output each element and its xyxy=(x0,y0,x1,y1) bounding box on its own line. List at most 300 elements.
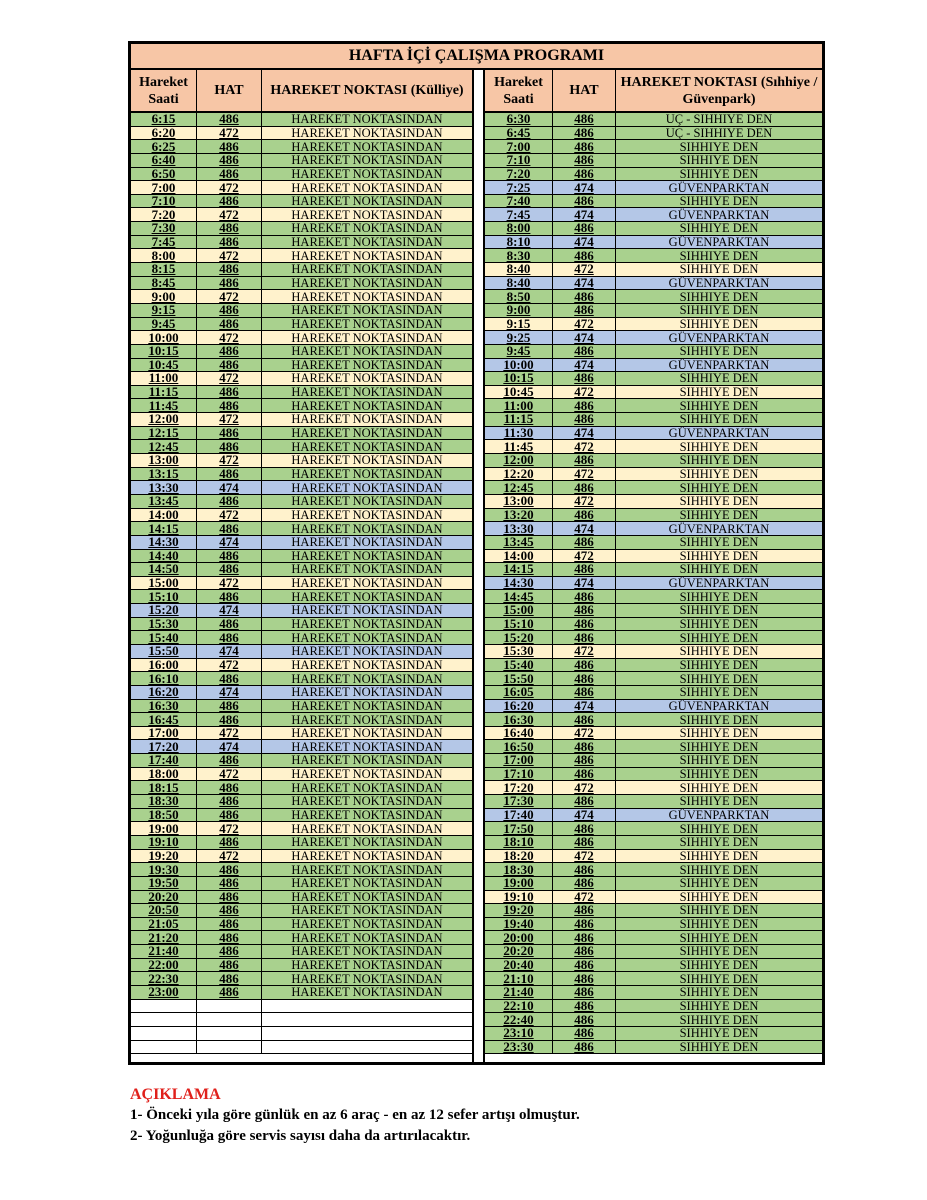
route-cell: 486 xyxy=(553,945,616,958)
departure-point-cell: HAREKET NOKTASINDAN xyxy=(262,304,472,317)
right-header-time: Hareket Saati xyxy=(485,70,553,111)
table-row xyxy=(131,386,472,400)
departure-point-cell: HAREKET NOKTASINDAN xyxy=(262,154,472,167)
departure-point-cell: HAREKET NOKTASINDAN xyxy=(262,236,472,249)
table-row xyxy=(485,468,822,482)
table-row xyxy=(485,413,822,427)
right-panel-sihhiye xyxy=(485,70,822,1062)
route-cell: 472 xyxy=(553,781,616,794)
table-row xyxy=(485,836,822,850)
table-row xyxy=(131,263,472,277)
departure-point-cell: SIHHIYE DEN xyxy=(616,318,822,331)
time-cell: 11:00 xyxy=(485,399,553,412)
time-cell: 15:00 xyxy=(485,604,553,617)
route-cell: 472 xyxy=(553,727,616,740)
time-cell: 8:50 xyxy=(485,290,553,303)
departure-point-cell: HAREKET NOKTASINDAN xyxy=(262,713,472,726)
table-row xyxy=(131,413,472,427)
departure-point-cell: SIHHIYE DEN xyxy=(616,686,822,699)
route-cell: 472 xyxy=(197,372,262,385)
left-panel-kulliye xyxy=(131,70,472,1062)
departure-point-cell: HAREKET NOKTASINDAN xyxy=(262,440,472,453)
time-cell: 16:45 xyxy=(131,713,197,726)
table-row xyxy=(131,809,472,823)
departure-point-cell: HAREKET NOKTASINDAN xyxy=(262,891,472,904)
time-cell: 20:20 xyxy=(485,945,553,958)
departure-point-cell: SIHHIYE DEN xyxy=(616,263,822,276)
notes-heading: AÇIKLAMA xyxy=(130,1086,221,1103)
route-cell: 486 xyxy=(197,168,262,181)
departure-point-cell: SIHHIYE DEN xyxy=(616,1013,822,1026)
table-row xyxy=(485,304,822,318)
departure-point-cell: HAREKET NOKTASINDAN xyxy=(262,168,472,181)
right-header-row xyxy=(485,70,822,113)
route-cell: 486 xyxy=(197,277,262,290)
departure-point-cell: SIHHIYE DEN xyxy=(616,863,822,876)
departure-point-cell: HAREKET NOKTASINDAN xyxy=(262,768,472,781)
table-row xyxy=(485,590,822,604)
departure-point-cell: HAREKET NOKTASINDAN xyxy=(262,113,472,126)
route-cell: 486 xyxy=(553,195,616,208)
route-cell: 486 xyxy=(197,345,262,358)
route-cell: 486 xyxy=(197,154,262,167)
table-row xyxy=(485,618,822,632)
table-row xyxy=(131,468,472,482)
route-cell: 486 xyxy=(197,877,262,890)
time-cell: 17:20 xyxy=(485,781,553,794)
route-cell: 486 xyxy=(553,918,616,931)
time-cell: 15:00 xyxy=(131,577,197,590)
route-cell: 486 xyxy=(197,809,262,822)
table-row xyxy=(485,659,822,673)
time-cell: 6:45 xyxy=(485,127,553,140)
table-row xyxy=(485,495,822,509)
departure-point-cell: SIHHIYE DEN xyxy=(616,945,822,958)
table-row xyxy=(485,113,822,127)
route-cell: 486 xyxy=(553,509,616,522)
time-cell: 15:50 xyxy=(131,645,197,658)
time-cell: 20:40 xyxy=(485,959,553,972)
route-cell: 486 xyxy=(553,127,616,140)
departure-point-cell: SIHHIYE DEN xyxy=(616,509,822,522)
route-cell: 486 xyxy=(197,918,262,931)
table-row xyxy=(485,331,822,345)
time-cell: 15:50 xyxy=(485,672,553,685)
time-cell: 12:45 xyxy=(485,481,553,494)
route-cell: 486 xyxy=(553,413,616,426)
time-cell: 21:40 xyxy=(485,986,553,999)
time-cell: 13:30 xyxy=(131,481,197,494)
departure-point-cell: HAREKET NOKTASINDAN xyxy=(262,468,472,481)
time-cell: 7:45 xyxy=(485,208,553,221)
time-cell: 14:30 xyxy=(485,577,553,590)
table-row xyxy=(131,945,472,959)
departure-point-cell: SIHHIYE DEN xyxy=(616,850,822,863)
table-row xyxy=(131,918,472,932)
table-row xyxy=(485,577,822,591)
route-cell xyxy=(197,1041,262,1054)
table-row xyxy=(131,304,472,318)
departure-point-cell: SIHHIYE DEN xyxy=(616,1041,822,1054)
route-cell: 486 xyxy=(553,536,616,549)
route-cell: 486 xyxy=(553,1041,616,1054)
route-cell: 486 xyxy=(197,359,262,372)
route-cell: 486 xyxy=(197,959,262,972)
table-row xyxy=(485,1000,822,1014)
table-row xyxy=(131,904,472,918)
table-row xyxy=(131,891,472,905)
route-cell: 486 xyxy=(197,618,262,631)
table-row xyxy=(485,822,822,836)
departure-point-cell: HAREKET NOKTASINDAN xyxy=(262,904,472,917)
departure-point-cell: GÜVENPARKTAN xyxy=(616,809,822,822)
time-cell: 19:30 xyxy=(131,863,197,876)
table-row xyxy=(485,140,822,154)
table-row xyxy=(131,222,472,236)
route-cell: 486 xyxy=(197,522,262,535)
departure-point-cell: HAREKET NOKTASINDAN xyxy=(262,850,472,863)
route-cell: 472 xyxy=(197,127,262,140)
table-row xyxy=(131,863,472,877)
time-cell: 10:00 xyxy=(131,331,197,344)
table-row xyxy=(485,727,822,741)
departure-point-cell: SIHHIYE DEN xyxy=(616,140,822,153)
time-cell: 8:40 xyxy=(485,277,553,290)
departure-point-cell: SIHHIYE DEN xyxy=(616,713,822,726)
table-row xyxy=(131,345,472,359)
time-cell: 17:50 xyxy=(485,822,553,835)
route-cell: 486 xyxy=(197,140,262,153)
table-row xyxy=(131,1027,472,1041)
table-row xyxy=(485,481,822,495)
table-row xyxy=(131,590,472,604)
route-cell: 472 xyxy=(197,577,262,590)
departure-point-cell: HAREKET NOKTASINDAN xyxy=(262,536,472,549)
departure-point-cell: SIHHIYE DEN xyxy=(616,959,822,972)
time-cell: 19:10 xyxy=(131,836,197,849)
table-row xyxy=(131,495,472,509)
table-row xyxy=(131,713,472,727)
departure-point-cell: HAREKET NOKTASINDAN xyxy=(262,659,472,672)
column-divider xyxy=(472,70,485,1062)
time-cell: 12:15 xyxy=(131,427,197,440)
time-cell: 19:20 xyxy=(131,850,197,863)
departure-point-cell xyxy=(262,1013,472,1026)
table-row xyxy=(485,345,822,359)
time-cell: 19:00 xyxy=(485,877,553,890)
departure-point-cell: SIHHIYE DEN xyxy=(616,222,822,235)
route-cell: 474 xyxy=(553,522,616,535)
route-cell: 486 xyxy=(197,631,262,644)
departure-point-cell: SIHHIYE DEN xyxy=(616,454,822,467)
table-row xyxy=(131,836,472,850)
table-row xyxy=(131,427,472,441)
departure-point-cell: GÜVENPARKTAN xyxy=(616,277,822,290)
table-row xyxy=(485,931,822,945)
table-row xyxy=(485,850,822,864)
table-row xyxy=(131,509,472,523)
departure-point-cell: HAREKET NOKTASINDAN xyxy=(262,672,472,685)
table-row xyxy=(131,618,472,632)
time-cell: 18:20 xyxy=(485,850,553,863)
departure-point-cell: SIHHIYE DEN xyxy=(616,304,822,317)
route-cell: 486 xyxy=(197,113,262,126)
table-row xyxy=(485,550,822,564)
time-cell: 21:20 xyxy=(131,931,197,944)
table-row xyxy=(485,863,822,877)
time-cell: 16:50 xyxy=(485,740,553,753)
departure-point-cell: SIHHIYE DEN xyxy=(616,1000,822,1013)
time-cell: 8:40 xyxy=(485,263,553,276)
route-cell: 486 xyxy=(197,386,262,399)
route-cell: 486 xyxy=(553,768,616,781)
table-row xyxy=(485,372,822,386)
departure-point-cell: UÇ - SIHHIYE DEN xyxy=(616,113,822,126)
route-cell: 472 xyxy=(197,768,262,781)
departure-point-cell: GÜVENPARKTAN xyxy=(616,208,822,221)
table-row xyxy=(485,768,822,782)
departure-point-cell: HAREKET NOKTASINDAN xyxy=(262,645,472,658)
table-row xyxy=(485,195,822,209)
left-header-time: Hareket Saati xyxy=(131,70,197,111)
departure-point-cell: HAREKET NOKTASINDAN xyxy=(262,959,472,972)
departure-point-cell: SIHHIYE DEN xyxy=(616,659,822,672)
table-row xyxy=(485,1027,822,1041)
route-cell: 486 xyxy=(197,863,262,876)
table-row xyxy=(485,318,822,332)
table-row xyxy=(131,1041,472,1055)
route-cell: 486 xyxy=(553,290,616,303)
table-row xyxy=(131,563,472,577)
departure-point-cell: SIHHIYE DEN xyxy=(616,822,822,835)
time-cell: 6:30 xyxy=(485,113,553,126)
time-cell: 14:00 xyxy=(485,550,553,563)
route-cell: 486 xyxy=(197,563,262,576)
time-cell: 9:45 xyxy=(485,345,553,358)
departure-point-cell: GÜVENPARKTAN xyxy=(616,427,822,440)
departure-point-cell: HAREKET NOKTASINDAN xyxy=(262,181,472,194)
table-row xyxy=(131,959,472,973)
departure-point-cell: SIHHIYE DEN xyxy=(616,618,822,631)
route-cell: 486 xyxy=(197,222,262,235)
table-row xyxy=(131,700,472,714)
departure-point-cell: HAREKET NOKTASINDAN xyxy=(262,604,472,617)
table-row xyxy=(131,454,472,468)
departure-point-cell: HAREKET NOKTASINDAN xyxy=(262,590,472,603)
time-cell: 17:20 xyxy=(131,740,197,753)
time-cell: 8:00 xyxy=(485,222,553,235)
route-cell: 486 xyxy=(553,659,616,672)
time-cell: 21:40 xyxy=(131,945,197,958)
table-row xyxy=(485,740,822,754)
time-cell: 22:40 xyxy=(485,1013,553,1026)
departure-point-cell: SIHHIYE DEN xyxy=(616,918,822,931)
table-row xyxy=(131,972,472,986)
left-header-route: HAT xyxy=(197,70,262,111)
departure-point-cell: HAREKET NOKTASINDAN xyxy=(262,481,472,494)
time-cell: 15:10 xyxy=(485,618,553,631)
route-cell: 486 xyxy=(553,222,616,235)
table-row xyxy=(485,168,822,182)
route-cell: 486 xyxy=(197,440,262,453)
time-cell: 14:40 xyxy=(131,550,197,563)
route-cell: 472 xyxy=(553,850,616,863)
route-cell: 472 xyxy=(197,290,262,303)
route-cell: 486 xyxy=(553,590,616,603)
route-cell: 474 xyxy=(553,236,616,249)
route-cell: 486 xyxy=(197,700,262,713)
table-row xyxy=(485,877,822,891)
table-row xyxy=(485,263,822,277)
table-row xyxy=(485,1013,822,1027)
route-cell: 486 xyxy=(553,604,616,617)
departure-point-cell xyxy=(262,1027,472,1040)
route-cell: 486 xyxy=(197,304,262,317)
schedule-title: HAFTA İÇİ ÇALIŞMA PROGRAMI xyxy=(131,44,822,70)
table-row xyxy=(131,359,472,373)
time-cell: 7:00 xyxy=(131,181,197,194)
route-cell xyxy=(197,1000,262,1013)
departure-point-cell: UÇ - SIHHIYE DEN xyxy=(616,127,822,140)
table-row xyxy=(485,700,822,714)
table-row xyxy=(131,168,472,182)
table-row xyxy=(131,795,472,809)
time-cell: 15:40 xyxy=(131,631,197,644)
departure-point-cell: SIHHIYE DEN xyxy=(616,986,822,999)
route-cell: 486 xyxy=(553,304,616,317)
table-row xyxy=(485,781,822,795)
time-cell: 13:00 xyxy=(485,495,553,508)
route-cell: 472 xyxy=(197,509,262,522)
departure-point-cell: HAREKET NOKTASINDAN xyxy=(262,563,472,576)
route-cell: 486 xyxy=(197,590,262,603)
route-cell: 486 xyxy=(553,986,616,999)
route-cell: 472 xyxy=(553,645,616,658)
time-cell: 7:30 xyxy=(131,222,197,235)
time-cell: 19:00 xyxy=(131,822,197,835)
time-cell: 16:30 xyxy=(485,713,553,726)
departure-point-cell: SIHHIYE DEN xyxy=(616,168,822,181)
time-cell: 7:00 xyxy=(485,140,553,153)
time-cell: 9:15 xyxy=(485,318,553,331)
route-cell: 486 xyxy=(197,795,262,808)
table-row xyxy=(131,822,472,836)
route-cell: 472 xyxy=(197,208,262,221)
route-cell: 486 xyxy=(553,972,616,985)
time-cell: 11:15 xyxy=(485,413,553,426)
time-cell: 9:15 xyxy=(131,304,197,317)
route-cell: 486 xyxy=(553,1027,616,1040)
departure-point-cell xyxy=(262,1041,472,1054)
table-row xyxy=(131,740,472,754)
table-row xyxy=(131,931,472,945)
table-row xyxy=(485,154,822,168)
table-row xyxy=(131,686,472,700)
route-cell: 486 xyxy=(553,1013,616,1026)
time-cell: 20:50 xyxy=(131,904,197,917)
time-cell: 14:15 xyxy=(131,522,197,535)
route-cell: 486 xyxy=(197,195,262,208)
departure-point-cell: GÜVENPARKTAN xyxy=(616,331,822,344)
route-cell: 472 xyxy=(553,318,616,331)
route-cell: 474 xyxy=(553,359,616,372)
table-row xyxy=(131,781,472,795)
table-row xyxy=(485,454,822,468)
route-cell: 474 xyxy=(197,686,262,699)
note-item-1: 1- Önceki yıla göre günlük en az 6 araç - en az 12 sefer artışı olmuştur. xyxy=(130,1107,580,1123)
route-cell: 486 xyxy=(553,713,616,726)
table-row xyxy=(131,331,472,345)
table-row xyxy=(131,154,472,168)
time-cell: 19:40 xyxy=(485,918,553,931)
table-row xyxy=(485,440,822,454)
time-cell: 18:30 xyxy=(485,863,553,876)
route-cell: 474 xyxy=(553,700,616,713)
time-cell: 17:30 xyxy=(485,795,553,808)
route-cell: 486 xyxy=(197,672,262,685)
table-row xyxy=(131,195,472,209)
time-cell: 17:40 xyxy=(485,809,553,822)
table-row xyxy=(131,290,472,304)
route-cell: 472 xyxy=(553,891,616,904)
time-cell: 16:05 xyxy=(485,686,553,699)
departure-point-cell: SIHHIYE DEN xyxy=(616,372,822,385)
route-cell: 474 xyxy=(197,645,262,658)
route-cell: 474 xyxy=(197,481,262,494)
table-row xyxy=(131,672,472,686)
departure-point-cell: HAREKET NOKTASINDAN xyxy=(262,495,472,508)
right-rows xyxy=(485,113,822,1054)
time-cell: 15:20 xyxy=(485,631,553,644)
table-row xyxy=(485,986,822,1000)
route-cell: 486 xyxy=(553,672,616,685)
route-cell: 474 xyxy=(197,604,262,617)
route-cell: 472 xyxy=(553,550,616,563)
time-cell: 9:45 xyxy=(131,318,197,331)
table-row xyxy=(485,522,822,536)
departure-point-cell: HAREKET NOKTASINDAN xyxy=(262,249,472,262)
table-row xyxy=(485,386,822,400)
time-cell: 22:30 xyxy=(131,972,197,985)
route-cell: 474 xyxy=(553,331,616,344)
route-cell: 474 xyxy=(197,536,262,549)
table-row xyxy=(131,181,472,195)
departure-point-cell: HAREKET NOKTASINDAN xyxy=(262,427,472,440)
departure-point-cell: SIHHIYE DEN xyxy=(616,536,822,549)
departure-point-cell: HAREKET NOKTASINDAN xyxy=(262,345,472,358)
route-cell: 474 xyxy=(553,277,616,290)
departure-point-cell: SIHHIYE DEN xyxy=(616,481,822,494)
departure-point-cell: GÜVENPARKTAN xyxy=(616,522,822,535)
route-cell: 486 xyxy=(553,345,616,358)
table-row xyxy=(131,986,472,1000)
departure-point-cell: SIHHIYE DEN xyxy=(616,495,822,508)
departure-point-cell: SIHHIYE DEN xyxy=(616,877,822,890)
departure-point-cell: SIHHIYE DEN xyxy=(616,836,822,849)
departure-point-cell: SIHHIYE DEN xyxy=(616,468,822,481)
departure-point-cell: SIHHIYE DEN xyxy=(616,931,822,944)
departure-point-cell: HAREKET NOKTASINDAN xyxy=(262,972,472,985)
table-row xyxy=(131,550,472,564)
route-cell: 486 xyxy=(553,399,616,412)
time-cell: 18:15 xyxy=(131,781,197,794)
table-row xyxy=(131,768,472,782)
time-cell: 7:10 xyxy=(485,154,553,167)
schedule-table xyxy=(128,41,825,1065)
time-cell: 14:00 xyxy=(131,509,197,522)
departure-point-cell: HAREKET NOKTASINDAN xyxy=(262,945,472,958)
departure-point-cell: SIHHIYE DEN xyxy=(616,645,822,658)
